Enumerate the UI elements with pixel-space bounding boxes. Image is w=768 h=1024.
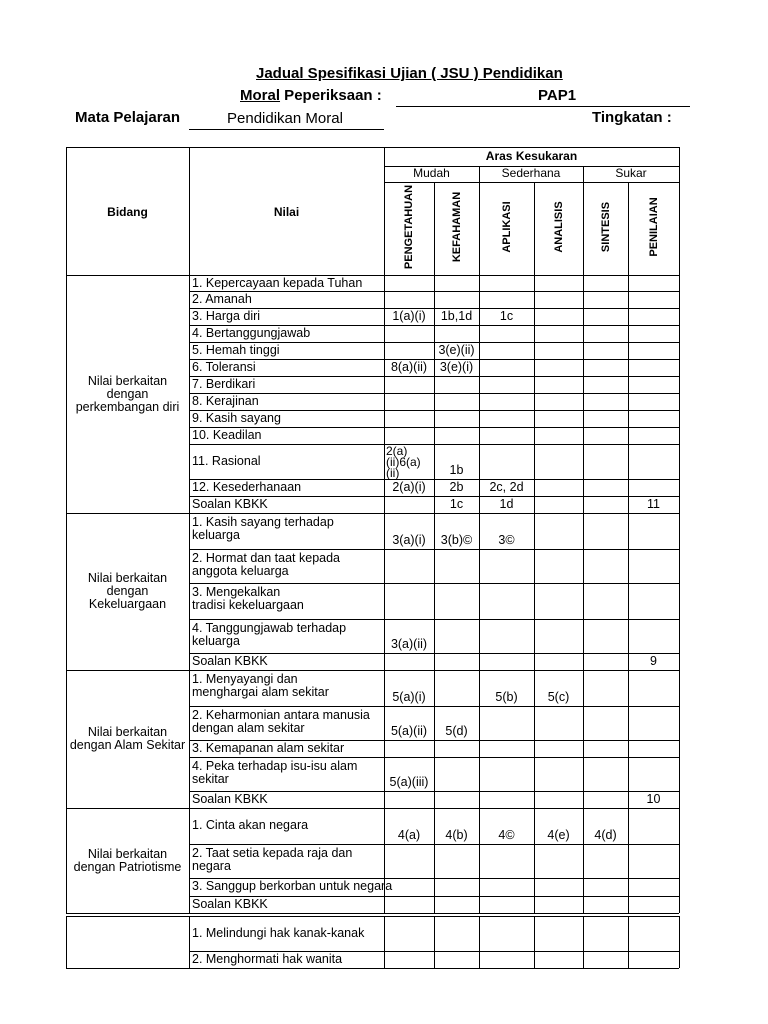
grid-line-v (679, 275, 680, 513)
bidang-label: Nilai berkaitan (87, 846, 168, 861)
bidang-header: Bidang (107, 205, 148, 219)
grid-line-v (479, 916, 480, 968)
nilai-item: Soalan KBKK (192, 497, 268, 511)
group-header-mudah: Mudah (413, 166, 450, 180)
grid-line-v (583, 808, 584, 913)
nilai-item: 3. Kemapanan alam sekitar (192, 741, 345, 755)
level-cell-value: 5(c) (547, 690, 570, 704)
nilai-item: 1. Kepercayaan kepada Tuhan (192, 276, 363, 290)
grid-line-h (66, 968, 189, 969)
grid-line-v (434, 275, 435, 513)
level-cell-value: 1(a)(i) (392, 309, 426, 323)
level-header-analisis: ANALISIS (552, 201, 565, 253)
level-header-penilaian: PENILAIAN (647, 197, 660, 257)
nilai-item: 5. Hemah tinggi (192, 343, 280, 357)
level-cell-value: 3(b)© (440, 533, 473, 547)
nilai-item: dengan alam sekitar (192, 721, 305, 735)
level-cell-value: 4(a) (397, 828, 421, 842)
grid-line-v (189, 916, 190, 968)
grid-line-v (479, 275, 480, 513)
grid-line-h (189, 968, 679, 969)
nilai-item: 4. Peka terhadap isu-isu alam (192, 759, 358, 773)
level-cell-value: 4(d) (594, 828, 617, 842)
level-cell-value: 3(a)(i) (392, 533, 426, 547)
bidang-label: dengan (106, 584, 149, 598)
level-label: Tingkatan : (592, 109, 672, 126)
level-cell-value: 5(a)(ii) (390, 724, 428, 738)
level-cell-value: 8(a)(ii) (390, 360, 428, 374)
grid-line-v (189, 513, 190, 670)
level-cell-value: 10 (646, 792, 661, 806)
nilai-item: 2. Taat setia kepada raja dan (192, 846, 353, 860)
grid-line-h (66, 913, 189, 914)
grid-line-v (679, 670, 680, 808)
title-line-2: Moral Peperiksaan : (240, 87, 382, 104)
title-line-1: Jadual Spesifikasi Ujian ( JSU ) Pendidikan (256, 65, 563, 82)
nilai-item: 10. Keadilan (192, 428, 262, 442)
grid-line-v (583, 513, 584, 670)
level-cell-value: 5(a)(i) (392, 690, 426, 704)
grid-line-v (628, 275, 629, 513)
nilai-item: sekitar (192, 772, 229, 786)
bidang-label: Nilai berkaitan (87, 725, 168, 739)
bidang-label: dengan Patriotisme (73, 859, 182, 874)
nilai-item: 12. Kesederhanaan (192, 480, 302, 494)
level-cell-value: 3(a)(ii) (390, 637, 428, 651)
grid-line-v (534, 275, 535, 513)
grid-line-v (479, 166, 480, 275)
nilai-item: Soalan KBKK (192, 654, 268, 668)
grid-line-v (583, 275, 584, 513)
nilai-item: keluarga (192, 528, 240, 542)
grid-line-h (66, 275, 679, 276)
nilai-item: 4. Tanggungjawab terhadap (192, 621, 347, 635)
grid-line-v (679, 808, 680, 913)
nilai-item: 3. Mengekalkan (192, 585, 281, 599)
grid-line-h (66, 147, 679, 148)
group-header-sukar: Sukar (615, 166, 647, 180)
subject-value: Pendidikan Moral (227, 110, 343, 127)
grid-line-v (384, 670, 385, 808)
nilai-item: 1. Cinta akan negara (192, 818, 309, 832)
nilai-item: menghargai alam sekitar (192, 685, 329, 699)
nilai-item: 6. Toleransi (192, 360, 256, 374)
nilai-item: 11. Rasional (192, 454, 261, 468)
level-header-aplikasi: APLIKASI (500, 201, 513, 253)
grid-line-v (679, 513, 680, 670)
level-cell-value: 2c, 2d (489, 480, 524, 494)
nilai-item: keluarga (192, 634, 240, 648)
grid-line-v (583, 166, 584, 275)
level-cell-value: 1b (449, 463, 464, 477)
nilai-item: 3. Harga diri (192, 309, 261, 323)
grid-line-v (628, 182, 629, 275)
nilai-item: 2. Amanah (192, 292, 252, 306)
level-cell-value: 1c (499, 309, 514, 323)
level-cell-value: 3(e)(i) (439, 360, 474, 374)
grid-line-v (434, 182, 435, 275)
nilai-item: tradisi kekeluargaan (192, 598, 304, 612)
grid-line-v (679, 916, 680, 968)
grid-line-v (434, 670, 435, 808)
bidang-label: Nilai berkaitan (87, 571, 168, 585)
level-cell-value: 5(a)(iii) (389, 775, 429, 789)
nilai-item: 3. Sanggup berkorban untuk negara (192, 879, 393, 893)
grid-line-v (583, 670, 584, 808)
exam-code: PAP1 (538, 87, 577, 104)
level-cell-value: 9 (650, 654, 657, 668)
grid-line-h (66, 916, 679, 917)
grid-line-h (189, 913, 679, 914)
grid-line-v (534, 182, 535, 275)
nilai-header: Nilai (273, 205, 300, 219)
level-header-pengetahuan: PENGETAHUAN (403, 184, 415, 270)
aras-kesukaran-header: Aras Kesukaran (485, 149, 578, 163)
grid-line-v (189, 275, 190, 513)
bidang-label: perkembangan diri (75, 399, 180, 414)
level-cell-value: 4(e) (547, 828, 570, 842)
nilai-item: Soalan KBKK (192, 792, 268, 806)
nilai-item: 4. Bertanggungjawab (192, 326, 311, 340)
level-header-sintesis: SINTESIS (599, 201, 612, 253)
grid-line-v (628, 808, 629, 913)
level-cell-value: 3© (498, 533, 515, 547)
level-cell-value: 2(a) (ii)6(a) (ii) (386, 444, 421, 480)
nilai-item: 8. Kerajinan (192, 394, 259, 408)
nilai-item: Soalan KBKK (192, 897, 268, 911)
nilai-item: 1. Menyayangi dan (192, 672, 298, 686)
nilai-item: negara (192, 859, 231, 873)
bidang-label: dengan Alam Sekitar (69, 738, 186, 752)
grid-line-v (434, 513, 435, 670)
bidang-label: dengan (106, 386, 149, 401)
grid-line-h (66, 670, 679, 671)
grid-line-v (434, 808, 435, 913)
level-cell-value: 1c (449, 497, 464, 511)
level-cell-value: 3(e)(ii) (438, 343, 475, 357)
nilai-item: anggota keluarga (192, 564, 289, 578)
grid-line-v (534, 916, 535, 968)
grid-line-v (66, 916, 67, 968)
grid-line-v (384, 808, 385, 913)
level-cell-value: 11 (647, 497, 660, 511)
nilai-item: 1. Melindungi hak kanak-kanak (192, 926, 365, 940)
grid-line-v (479, 670, 480, 808)
grid-line-v (628, 916, 629, 968)
level-cell-value: 1b,1d (440, 309, 473, 323)
grid-line-v (189, 670, 190, 808)
level-cell-value: 4© (498, 828, 515, 842)
grid-line-v (534, 808, 535, 913)
grid-line-h (384, 182, 679, 183)
nilai-item: 7. Berdikari (192, 377, 256, 391)
grid-line-v (189, 808, 190, 913)
nilai-item: 1. Kasih sayang terhadap (192, 515, 334, 529)
grid-line-v (534, 513, 535, 670)
level-cell-value: 5(d) (445, 724, 468, 738)
level-cell-value: 2b (449, 480, 464, 494)
grid-line-v (479, 808, 480, 913)
level-cell-value: 2(a)(i) (392, 480, 426, 494)
grid-line-v (434, 916, 435, 968)
level-cell-value: 4(b) (445, 828, 468, 842)
level-cell-value: 5(b) (495, 690, 518, 704)
bidang-label: Kekeluargaan (88, 597, 167, 611)
nilai-item: 2. Keharmonian antara manusia (192, 708, 370, 722)
level-header-kefahaman: KEFAHAMAN (450, 191, 463, 263)
grid-line-v (479, 513, 480, 670)
nilai-item: 2. Menghormati hak wanita (192, 952, 343, 966)
group-header-sederhana: Sederhana (501, 166, 561, 180)
grid-line-h (66, 513, 679, 514)
grid-line-v (534, 670, 535, 808)
bidang-label: Nilai berkaitan (87, 373, 168, 388)
grid-line-h (66, 808, 679, 809)
grid-line-v (384, 275, 385, 513)
grid-line-v (583, 916, 584, 968)
grid-line-v (384, 513, 385, 670)
nilai-item: 2. Hormat dan taat kepada (192, 551, 341, 565)
grid-line-v (679, 147, 680, 275)
grid-line-v (628, 670, 629, 808)
subject-label: Mata Pelajaran (75, 109, 181, 126)
grid-line-v (628, 513, 629, 670)
grid-line-v (384, 916, 385, 968)
nilai-item: 9. Kasih sayang (192, 411, 281, 425)
level-cell-value: 1d (499, 497, 514, 511)
